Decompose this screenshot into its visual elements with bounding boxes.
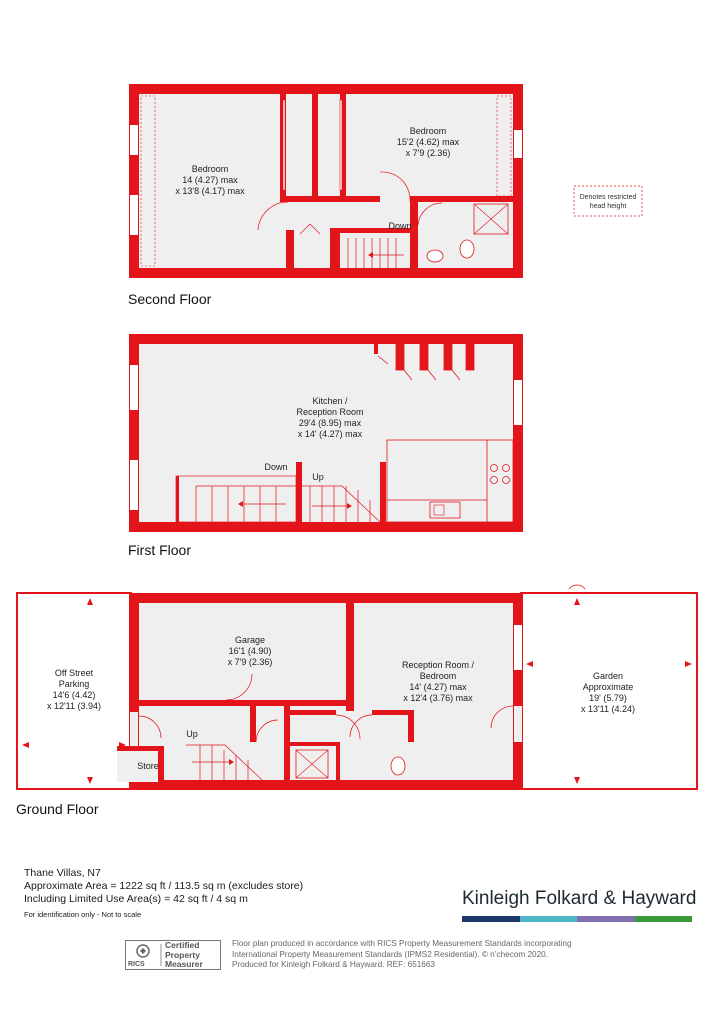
wall — [117, 746, 164, 751]
second-bedroom1-dim1: 14 (4.27) max — [182, 175, 238, 185]
ground-garden-dim1: 19' (5.79) — [589, 693, 627, 703]
disclaimer-line1: Floor plan produced in accordance with RICS Property Measurement Standards incorporating — [232, 939, 572, 948]
wall — [286, 230, 294, 270]
ground-garden-name2: Approximate — [582, 682, 634, 692]
legend-swatch — [574, 186, 642, 216]
wall — [284, 706, 290, 782]
wash-basin — [427, 250, 443, 262]
property-info — [24, 867, 303, 921]
ground-parking-name2: Parking — [58, 679, 90, 689]
wall — [296, 462, 302, 524]
ground-reception-dim2: x 12'4 (3.76) max — [403, 693, 473, 703]
disclaimer-text — [232, 939, 592, 971]
legend-label-line2: head height — [589, 203, 627, 210]
window — [130, 125, 138, 155]
second-bedroom2-dim1: 15'2 (4.62) max — [396, 137, 460, 147]
wall — [129, 84, 139, 278]
first-up-label: Up — [312, 472, 324, 482]
wall — [290, 710, 336, 715]
wall — [410, 196, 513, 202]
window — [514, 625, 522, 670]
brand-bar-segment — [520, 916, 578, 922]
legend-label-line1: Denotes restricted — [579, 194, 637, 201]
wardrobe — [340, 100, 342, 190]
ground-parking-dim1: 14'6 (4.42) — [52, 690, 96, 700]
second-floor-plan — [128, 84, 523, 307]
wardrobe — [283, 100, 285, 190]
wall — [312, 94, 318, 196]
ground-floor-title: Ground Floor — [16, 801, 99, 817]
brand-color-bar — [462, 916, 692, 922]
second-stairs-label: Down — [388, 221, 412, 231]
wall — [513, 84, 523, 278]
second-bedroom2-name: Bedroom — [409, 126, 447, 136]
brand-bar-segment — [635, 916, 693, 922]
wall — [158, 750, 164, 782]
rics-short-label: RICS — [128, 961, 145, 968]
wall — [336, 742, 340, 782]
wall — [250, 706, 256, 742]
ground-floor-plan — [16, 585, 697, 817]
wall — [129, 522, 523, 532]
wall — [176, 476, 179, 522]
wall — [346, 603, 354, 711]
ground-reception-dim1: 14' (4.27) max — [409, 682, 467, 692]
toilet — [391, 757, 405, 775]
ground-garden-name1: Garden — [592, 671, 624, 681]
first-kitchen-name1: Kitchen / — [312, 396, 348, 406]
first-kitchen-name2: Reception Room — [296, 407, 364, 417]
window — [514, 380, 522, 425]
wall — [374, 344, 378, 354]
first-floor-title: First Floor — [128, 542, 191, 558]
window — [130, 460, 138, 510]
ground-garage-dim2: x 7'9 (2.36) — [227, 657, 273, 667]
rics-line1: Certified — [165, 940, 200, 950]
ground-garage-dim1: 16'1 (4.90) — [228, 646, 272, 656]
property-address: Thane Villas, N7 — [24, 867, 101, 879]
brand-name: Kinleigh Folkard & Hayward — [462, 888, 697, 909]
wall — [330, 230, 340, 270]
wall — [280, 196, 380, 202]
wall — [129, 84, 523, 94]
ground-store-label: Store — [137, 761, 159, 771]
wall — [129, 268, 523, 278]
disclaimer-line3: Produced for Kinleigh Folkard & Hayward. REF: 651663 — [232, 960, 435, 969]
wall — [290, 742, 336, 746]
restricted-height-legend — [574, 186, 642, 216]
scale-note: For identification only - Not to scale — [24, 910, 142, 919]
wall — [513, 334, 523, 532]
first-down-label: Down — [264, 462, 288, 472]
toilet — [460, 240, 474, 258]
brand-bar-segment — [462, 916, 520, 922]
first-kitchen-dim1: 29'4 (8.95) max — [298, 418, 362, 428]
property-area: Approximate Area = 1222 sq ft / 113.5 sq m (excludes store) — [24, 880, 304, 892]
second-bedroom1-name: Bedroom — [191, 164, 229, 174]
gate-swing — [569, 585, 585, 589]
wall — [408, 710, 414, 742]
first-kitchen-dim2: x 14' (4.27) max — [297, 429, 363, 439]
wall — [129, 593, 523, 603]
rics-line2: Property — [165, 949, 200, 960]
rear-door-opening — [514, 706, 522, 742]
second-floor-title: Second Floor — [128, 291, 212, 307]
brand-bar-segment — [577, 916, 635, 922]
ground-parking-name1: Off Street — [54, 668, 94, 678]
wall — [380, 462, 386, 524]
window — [130, 365, 138, 410]
wall — [410, 202, 418, 270]
window — [514, 130, 522, 158]
first-floor-plan — [128, 334, 523, 558]
ground-parking-dim2: x 12'11 (3.94) — [46, 701, 102, 711]
wall — [513, 593, 523, 790]
property-limited-area: Including Limited Use Area(s) = 42 sq ft / 4 sq m — [24, 893, 248, 905]
ground-garage-name: Garage — [234, 635, 266, 645]
wall — [372, 710, 412, 715]
ground-reception-name2: Bedroom — [419, 671, 457, 681]
wall — [129, 780, 523, 790]
wall — [139, 700, 351, 706]
rics-line3: Measurer — [165, 959, 203, 969]
ground-reception-name1: Reception Room / — [401, 660, 475, 670]
ground-up-label: Up — [186, 729, 198, 739]
second-bedroom2-dim2: x 7'9 (2.36) — [405, 148, 451, 158]
disclaimer-line2: International Property Measurement Standards (IPMS2 Residential). © n’checom 2020. — [232, 949, 548, 959]
second-bedroom1-dim2: x 13'8 (4.17) max — [175, 186, 245, 196]
rics-certified-label — [165, 941, 203, 970]
ground-garden-dim2: x 13'11 (4.24) — [580, 704, 636, 714]
wall — [129, 334, 523, 344]
window — [130, 195, 138, 235]
